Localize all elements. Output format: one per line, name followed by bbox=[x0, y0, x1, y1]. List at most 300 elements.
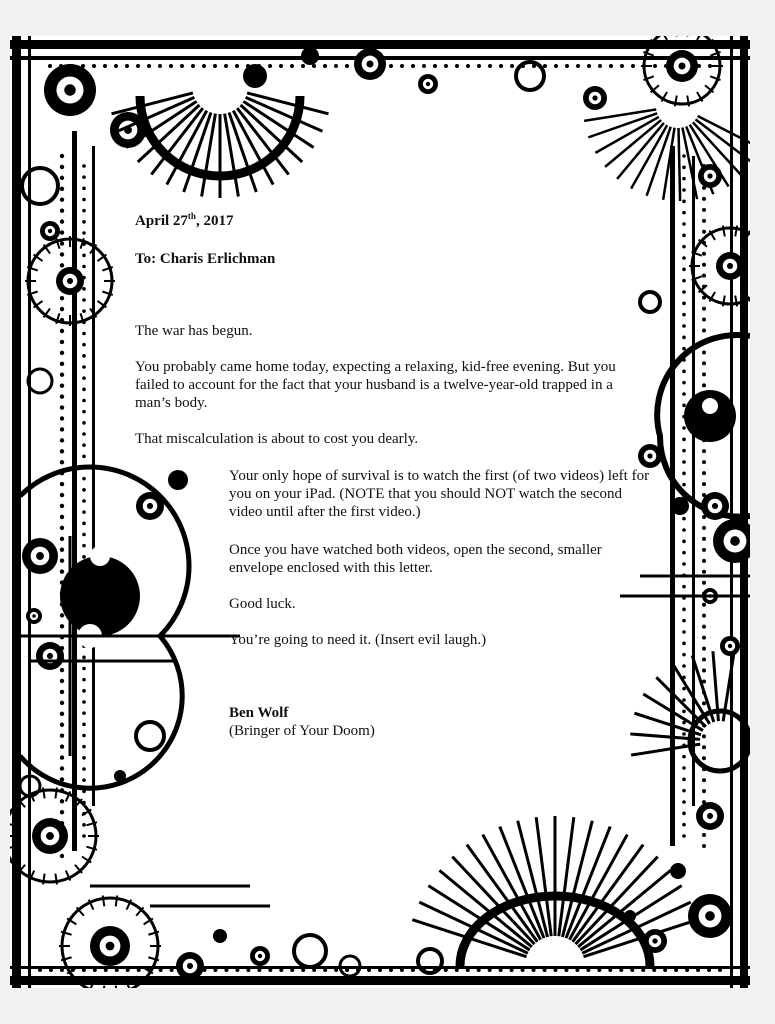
border-disc bbox=[499, 968, 503, 972]
border-disc bbox=[82, 767, 86, 771]
border-disc bbox=[323, 64, 327, 68]
border-ring bbox=[136, 722, 164, 750]
border-line bbox=[225, 114, 239, 197]
border-disc bbox=[389, 968, 393, 972]
paragraph-miscalculation: That miscalculation is about to cost you dearly. bbox=[135, 431, 419, 447]
border-disc bbox=[682, 585, 686, 589]
border-disc bbox=[82, 298, 86, 302]
border-disc bbox=[136, 64, 140, 68]
border-disc bbox=[702, 701, 706, 705]
border-disc bbox=[682, 687, 686, 691]
border-disc bbox=[619, 968, 623, 972]
border-disc bbox=[532, 968, 536, 972]
border-disc bbox=[60, 968, 64, 972]
border-disc bbox=[682, 800, 686, 804]
border-disc bbox=[620, 64, 624, 68]
border-disc bbox=[678, 62, 685, 69]
border-disc bbox=[243, 64, 267, 88]
border-disc bbox=[82, 745, 86, 749]
border-disc bbox=[682, 766, 686, 770]
border-disc bbox=[82, 354, 86, 358]
border-disc bbox=[455, 968, 459, 972]
border-disc bbox=[60, 263, 64, 267]
border-disc bbox=[682, 154, 686, 158]
border-disc bbox=[60, 394, 64, 398]
border-disc bbox=[702, 537, 706, 541]
border-disc bbox=[712, 503, 718, 509]
border-disc bbox=[592, 95, 597, 100]
border-disc bbox=[702, 307, 706, 311]
border-disc bbox=[466, 64, 470, 68]
border-disc bbox=[224, 64, 228, 68]
border-disc bbox=[82, 544, 86, 548]
border-disc bbox=[60, 712, 64, 716]
border-disc bbox=[213, 929, 227, 943]
border-disc bbox=[168, 470, 188, 490]
border-disc bbox=[60, 187, 64, 191]
border-disc bbox=[730, 536, 740, 546]
signature-name: Ben Wolf bbox=[229, 705, 289, 721]
border-disc bbox=[426, 82, 430, 86]
border-line bbox=[439, 870, 531, 946]
border-disc bbox=[682, 540, 686, 544]
border-disc bbox=[702, 570, 706, 574]
border-disc bbox=[702, 581, 706, 585]
border-disc bbox=[82, 723, 86, 727]
border-disc bbox=[702, 449, 706, 453]
border-disc bbox=[106, 942, 115, 951]
border-disc bbox=[114, 64, 118, 68]
border-disc bbox=[682, 562, 686, 566]
border-disc bbox=[60, 176, 64, 180]
border-ring bbox=[22, 168, 58, 204]
border-disc bbox=[82, 231, 86, 235]
border-disc bbox=[60, 373, 64, 377]
border-disc bbox=[60, 198, 64, 202]
border-disc bbox=[301, 64, 305, 68]
border-disc bbox=[702, 482, 706, 486]
border-disc bbox=[290, 968, 294, 972]
border-disc bbox=[682, 517, 686, 521]
border-disc bbox=[169, 64, 173, 68]
border-ring bbox=[294, 935, 326, 967]
border-disc bbox=[60, 854, 64, 858]
border-disc bbox=[682, 188, 686, 192]
border-disc bbox=[682, 370, 686, 374]
border-disc bbox=[682, 449, 686, 453]
border-disc bbox=[60, 668, 64, 672]
border-disc bbox=[554, 64, 558, 68]
border-disc bbox=[682, 834, 686, 838]
border-disc bbox=[400, 64, 404, 68]
border-disc bbox=[682, 608, 686, 612]
border-line bbox=[202, 114, 216, 197]
signature-title: (Bringer of Your Doom) bbox=[229, 723, 375, 739]
border-line bbox=[588, 113, 657, 137]
border-disc bbox=[82, 365, 86, 369]
border-disc bbox=[82, 164, 86, 168]
border-disc bbox=[702, 460, 706, 464]
border-disc bbox=[682, 698, 686, 702]
border-disc bbox=[82, 533, 86, 537]
border-disc bbox=[682, 279, 686, 283]
border-disc bbox=[246, 968, 250, 972]
border-line bbox=[584, 109, 656, 120]
border-disc bbox=[180, 64, 184, 68]
border-line bbox=[647, 127, 671, 196]
border-disc bbox=[158, 64, 162, 68]
border-disc bbox=[60, 460, 64, 464]
border-disc bbox=[702, 372, 706, 376]
border-disc bbox=[60, 569, 64, 573]
border-disc bbox=[114, 770, 126, 782]
border-disc bbox=[682, 166, 686, 170]
border-disc bbox=[586, 968, 590, 972]
border-disc bbox=[682, 528, 686, 532]
border-disc bbox=[702, 219, 706, 223]
border-disc bbox=[682, 472, 686, 476]
border-bar bbox=[740, 36, 748, 988]
border-disc bbox=[82, 711, 86, 715]
border-disc bbox=[682, 290, 686, 294]
border-disc bbox=[647, 453, 652, 458]
border-disc bbox=[60, 219, 64, 223]
paragraph-war-begun: The war has begun. bbox=[135, 323, 253, 339]
border-disc bbox=[702, 230, 706, 234]
border-disc bbox=[411, 64, 415, 68]
border-disc bbox=[682, 619, 686, 623]
border-disc bbox=[702, 734, 706, 738]
gear-part bbox=[662, 36, 668, 40]
border-disc bbox=[187, 963, 193, 969]
border-disc bbox=[345, 64, 349, 68]
border-disc bbox=[60, 383, 64, 387]
border-disc bbox=[488, 64, 492, 68]
letter-date: April 27th, 2017 bbox=[135, 211, 234, 229]
border-disc bbox=[82, 834, 86, 838]
border-disc bbox=[60, 558, 64, 562]
border-disc bbox=[82, 421, 86, 425]
border-disc bbox=[682, 755, 686, 759]
border-disc bbox=[422, 64, 426, 68]
border-disc bbox=[682, 653, 686, 657]
border-disc bbox=[702, 471, 706, 475]
border-disc bbox=[82, 700, 86, 704]
border-disc bbox=[60, 252, 64, 256]
border-disc bbox=[702, 647, 706, 651]
border-disc bbox=[663, 968, 667, 972]
border-disc bbox=[60, 504, 64, 508]
border-disc bbox=[707, 173, 712, 178]
border-bar bbox=[28, 36, 31, 988]
border-bar bbox=[12, 36, 21, 988]
border-disc bbox=[115, 968, 119, 972]
border-ring bbox=[418, 949, 442, 973]
border-disc bbox=[685, 968, 689, 972]
border-disc bbox=[696, 968, 700, 972]
border-disc bbox=[653, 64, 657, 68]
border-disc bbox=[682, 823, 686, 827]
border-disc bbox=[674, 968, 678, 972]
border-disc bbox=[82, 198, 86, 202]
border-disc bbox=[444, 968, 448, 972]
border-disc bbox=[378, 968, 382, 972]
border-disc bbox=[682, 630, 686, 634]
border-disc bbox=[82, 265, 86, 269]
border-disc bbox=[60, 810, 64, 814]
border-disc bbox=[235, 968, 239, 972]
border-disc bbox=[682, 211, 686, 215]
border-disc bbox=[521, 968, 525, 972]
paragraph-expecting-evening: You probably came home today, expecting a relaxing, kid-free evening. But you failed to account for the fact that your husband is a twelve-year-old trapped in a man’s body. bbox=[135, 359, 616, 411]
border-disc bbox=[147, 64, 151, 68]
border-disc bbox=[631, 64, 635, 68]
border-disc bbox=[301, 47, 319, 65]
border-disc bbox=[702, 197, 706, 201]
border-disc bbox=[702, 844, 706, 848]
border-disc bbox=[191, 64, 195, 68]
border-disc bbox=[268, 64, 272, 68]
border-disc bbox=[682, 245, 686, 249]
border-disc bbox=[82, 175, 86, 179]
border-disc bbox=[702, 548, 706, 552]
border-disc bbox=[213, 64, 217, 68]
border-disc bbox=[455, 64, 459, 68]
border-disc bbox=[702, 603, 706, 607]
border-disc bbox=[60, 307, 64, 311]
border-disc bbox=[707, 813, 713, 819]
border-disc bbox=[702, 745, 706, 749]
border-disc bbox=[671, 497, 689, 515]
border-disc bbox=[323, 968, 327, 972]
border-disc bbox=[608, 968, 612, 972]
border-disc bbox=[268, 968, 272, 972]
border-disc bbox=[60, 340, 64, 344]
border-disc bbox=[60, 449, 64, 453]
border-disc bbox=[60, 362, 64, 366]
border-disc bbox=[400, 968, 404, 972]
border-hole bbox=[702, 398, 718, 414]
border-disc bbox=[702, 636, 706, 640]
border-disc bbox=[682, 392, 686, 396]
border-disc bbox=[82, 522, 86, 526]
border-disc bbox=[334, 64, 338, 68]
border-disc bbox=[279, 64, 283, 68]
border-disc bbox=[630, 968, 634, 972]
border-ring bbox=[28, 369, 52, 393]
border-disc bbox=[682, 336, 686, 340]
paragraph-hope-of-survival: Your only hope of survival is to watch the first (of two videos) left for you on your iPad. (NOTE that you should NOT watch the second video until after the first video.) bbox=[229, 468, 650, 520]
border-disc bbox=[702, 274, 706, 278]
border-disc bbox=[32, 614, 36, 618]
border-disc bbox=[60, 679, 64, 683]
border-disc bbox=[60, 438, 64, 442]
border-disc bbox=[82, 410, 86, 414]
border-disc bbox=[652, 938, 657, 943]
border-disc bbox=[682, 778, 686, 782]
border-bar bbox=[10, 40, 750, 49]
border-disc bbox=[60, 744, 64, 748]
border-disc bbox=[235, 64, 239, 68]
border-disc bbox=[60, 230, 64, 234]
border-disc bbox=[147, 503, 153, 509]
border-ring bbox=[640, 292, 660, 312]
border-disc bbox=[367, 968, 371, 972]
border-disc bbox=[702, 383, 706, 387]
border-disc bbox=[705, 911, 715, 921]
border-disc bbox=[48, 229, 52, 233]
border-disc bbox=[597, 968, 601, 972]
border-disc bbox=[564, 968, 568, 972]
border-disc bbox=[682, 426, 686, 430]
border-disc bbox=[82, 656, 86, 660]
border-disc bbox=[682, 256, 686, 260]
paragraph-evil-laugh: You’re going to need it. (Insert evil laugh.) bbox=[229, 632, 487, 648]
border-bar bbox=[10, 976, 750, 985]
border-disc bbox=[553, 968, 557, 972]
border-disc bbox=[576, 64, 580, 68]
border-disc bbox=[702, 208, 706, 212]
border-disc bbox=[60, 427, 64, 431]
border-disc bbox=[60, 241, 64, 245]
border-line bbox=[678, 128, 680, 201]
border-disc bbox=[433, 64, 437, 68]
border-disc bbox=[728, 644, 732, 648]
border-disc bbox=[82, 823, 86, 827]
border-disc bbox=[702, 625, 706, 629]
border-disc bbox=[587, 64, 591, 68]
border-disc bbox=[60, 690, 64, 694]
border-disc bbox=[49, 968, 53, 972]
border-disc bbox=[702, 756, 706, 760]
border-disc bbox=[682, 222, 686, 226]
border-disc bbox=[60, 556, 140, 636]
border-disc bbox=[82, 220, 86, 224]
border-disc bbox=[702, 526, 706, 530]
border-disc bbox=[682, 302, 686, 306]
gear-part bbox=[697, 36, 703, 40]
border-disc bbox=[684, 390, 736, 442]
border-disc bbox=[543, 64, 547, 68]
border-disc bbox=[224, 968, 228, 972]
border-disc bbox=[82, 555, 86, 559]
border-disc bbox=[82, 343, 86, 347]
border-disc bbox=[682, 460, 686, 464]
border-disc bbox=[38, 968, 42, 972]
border-disc bbox=[82, 309, 86, 313]
border-disc bbox=[126, 968, 130, 972]
border-disc bbox=[82, 332, 86, 336]
border-line bbox=[184, 112, 211, 191]
border-disc bbox=[575, 968, 579, 972]
border-disc bbox=[82, 209, 86, 213]
border-disc bbox=[290, 64, 294, 68]
border-bar bbox=[670, 146, 675, 846]
border-disc bbox=[682, 177, 686, 181]
border-disc bbox=[411, 968, 415, 972]
border-disc bbox=[466, 968, 470, 972]
paragraph-open-envelope: Once you have watched both videos, open the second, smaller envelope enclosed with this letter. bbox=[229, 542, 602, 576]
border-disc bbox=[60, 723, 64, 727]
border-disc bbox=[702, 252, 706, 256]
border-disc bbox=[202, 64, 206, 68]
border-disc bbox=[702, 614, 706, 618]
border-disc bbox=[702, 789, 706, 793]
border-disc bbox=[60, 624, 64, 628]
border-disc bbox=[82, 667, 86, 671]
border-disc bbox=[345, 968, 349, 972]
border-disc bbox=[652, 968, 656, 972]
border-disc bbox=[279, 968, 283, 972]
border-disc bbox=[92, 64, 96, 68]
border-disc bbox=[103, 64, 107, 68]
border-disc bbox=[82, 455, 86, 459]
border-disc bbox=[82, 376, 86, 380]
border-disc bbox=[565, 64, 569, 68]
border-disc bbox=[60, 351, 64, 355]
border-disc bbox=[64, 84, 75, 95]
border-disc bbox=[366, 60, 373, 67]
border-disc bbox=[718, 968, 722, 972]
border-disc bbox=[60, 766, 64, 770]
border-disc bbox=[682, 812, 686, 816]
border-disc bbox=[682, 268, 686, 272]
border-disc bbox=[708, 64, 712, 68]
border-disc bbox=[159, 968, 163, 972]
border-disc bbox=[682, 732, 686, 736]
border-disc bbox=[170, 968, 174, 972]
border-disc bbox=[82, 756, 86, 760]
border-disc bbox=[60, 515, 64, 519]
border-disc bbox=[257, 968, 261, 972]
border-bar bbox=[730, 36, 733, 988]
border-disc bbox=[60, 537, 64, 541]
border-disc bbox=[82, 287, 86, 291]
border-disc bbox=[60, 329, 64, 333]
border-disc bbox=[60, 405, 64, 409]
border-disc bbox=[137, 968, 141, 972]
border-disc bbox=[682, 234, 686, 238]
border-disc bbox=[510, 968, 514, 972]
border-disc bbox=[702, 833, 706, 837]
border-disc bbox=[682, 404, 686, 408]
border-ring bbox=[516, 62, 544, 90]
border-disc bbox=[488, 968, 492, 972]
border-disc bbox=[60, 154, 64, 158]
border-disc bbox=[598, 64, 602, 68]
border-disc bbox=[477, 64, 481, 68]
border-line bbox=[229, 112, 256, 191]
border-disc bbox=[60, 613, 64, 617]
border-disc bbox=[682, 381, 686, 385]
border-disc bbox=[707, 968, 711, 972]
border-disc bbox=[702, 318, 706, 322]
border-disc bbox=[624, 910, 636, 922]
border-disc bbox=[702, 361, 706, 365]
border-disc bbox=[60, 733, 64, 737]
border-disc bbox=[60, 482, 64, 486]
border-disc bbox=[60, 701, 64, 705]
border-disc bbox=[682, 313, 686, 317]
border-disc bbox=[702, 263, 706, 267]
border-disc bbox=[702, 669, 706, 673]
border-disc bbox=[67, 278, 73, 284]
border-disc bbox=[334, 968, 338, 972]
border-disc bbox=[82, 443, 86, 447]
border-disc bbox=[670, 863, 686, 879]
border-disc bbox=[82, 388, 86, 392]
border-disc bbox=[82, 399, 86, 403]
